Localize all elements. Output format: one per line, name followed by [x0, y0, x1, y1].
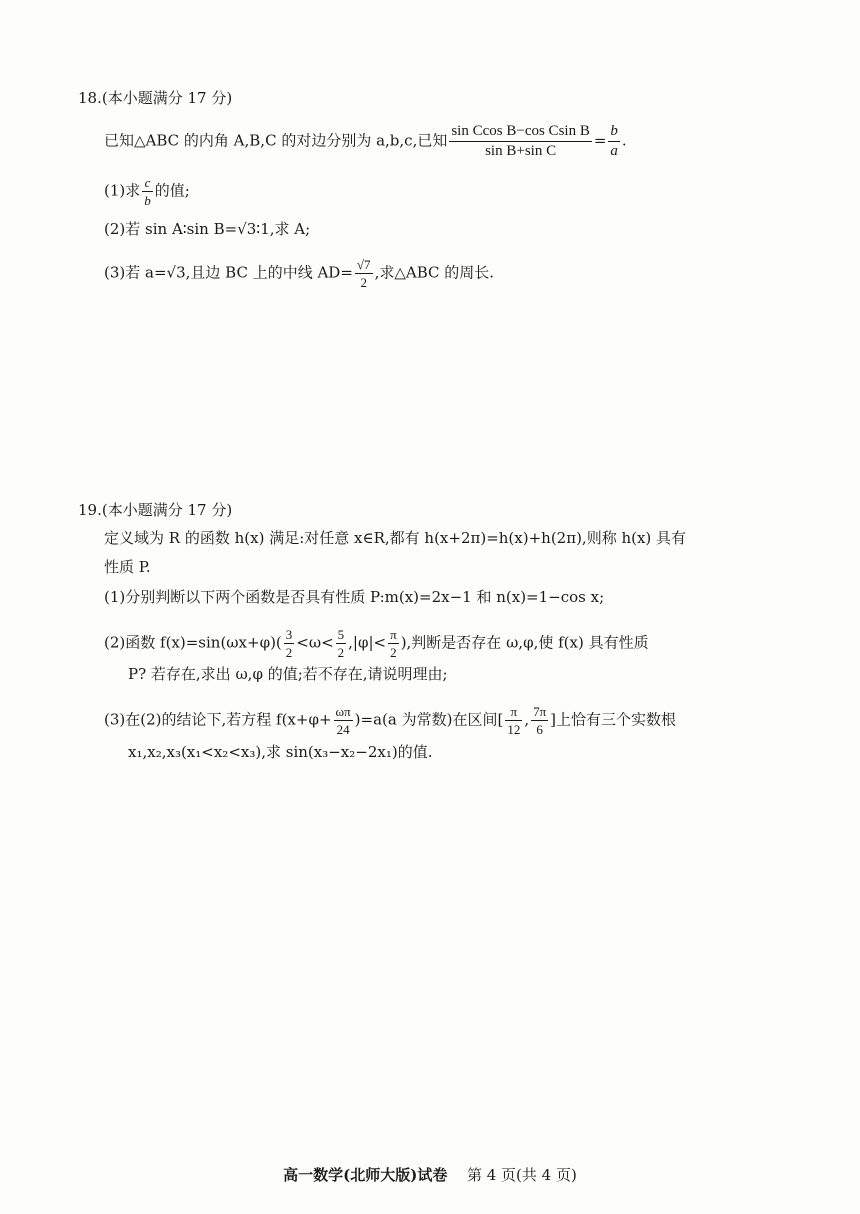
q18-part-1-prefix: (1)求 [104, 181, 141, 200]
q18-stem: 已知△ABC 的内角 A,B,C 的对边分别为 a,b,c,已知 $\frac{\text{sin Ccos B−cos Csin B}}{\text{sin B+sin C}}$ = $\frac{b}{a}$ . [104, 123, 627, 159]
q19-p2-f2-numerator: 5 [337, 627, 345, 642]
q19-p2-f1-numerator: 3 [285, 627, 293, 642]
q19-p3-f3-numerator: 7π [533, 704, 547, 719]
q18-part-3-prefix: (3)若 a=√3,且边 BC 上的中线 AD= [104, 263, 353, 282]
exam-title: 高一数学(北师大版)试卷 [283, 1166, 448, 1184]
page-number: 第 4 页(共 4 页) [466, 1166, 577, 1184]
q18-part-3-suffix: ,求△ABC 的周长. [374, 263, 495, 282]
q19-part-3-text-c: , [524, 710, 530, 729]
q19-p2-f3-denominator: 2 [390, 645, 397, 660]
q18-rhs-denominator: a [610, 143, 618, 159]
q18-part-1-suffix: 的值; [154, 181, 190, 200]
q19-p3-f2-denominator: 12 [507, 722, 521, 737]
q18-part-1-numerator: c [142, 176, 153, 192]
q18-rhs-numerator: b [608, 124, 620, 142]
q19-p3-f2-numerator: π [505, 705, 522, 721]
q19-part-2-fraction-1 [284, 628, 295, 659]
q19-part-3 [104, 705, 676, 736]
q19-part-2 [104, 628, 649, 659]
q19-stem-line-2: 性质 P. [104, 558, 151, 576]
q18-header: 18.(本小题满分 17 分) [78, 89, 233, 107]
q19-part-3-line-2: x₁,x₂,x₃(x₁<x₂<x₃),求 sin(x₃−x₂−2x₁)的值. [128, 743, 433, 761]
q18-part-1-fraction [142, 176, 153, 207]
q18-part-3 [104, 258, 494, 289]
q19-part-2-fraction-2 [336, 628, 347, 659]
q18-part-2: (2)若 sin A∶sin B=√3∶1,求 A; [104, 220, 311, 238]
q19-p3-f1-numerator: ωπ [335, 704, 351, 719]
q18-part-3-fraction [355, 258, 373, 289]
q18-part-1-denominator: b [144, 193, 151, 208]
q19-p2-f2-denominator: 2 [337, 645, 345, 660]
q19-p3-f3-denominator: 6 [536, 722, 543, 737]
q18-given-numerator: sin Ccos B−cos Csin B [449, 124, 591, 142]
q19-part-3-text-a: (3)在(2)的结论下,若方程 f(x+φ+ [104, 710, 332, 729]
q19-part-3-fraction-1 [334, 705, 353, 736]
q18-part-1 [104, 176, 190, 207]
q19-p2-f3-numerator: π [390, 627, 397, 642]
q18-part-3-denominator: 2 [360, 275, 367, 290]
q18-stem-text: 已知△ABC 的内角 A,B,C 的对边分别为 a,b,c,已知 [104, 131, 448, 150]
q18-rhs-fraction [608, 124, 620, 159]
q19-part-2-line-2: P? 若存在,求出 ω,φ 的值;若不存在,请说明理由; [128, 665, 448, 683]
q19-header: 19.(本小题满分 17 分) [78, 501, 233, 519]
q19-part-2-text-d: ),判断是否存在 ω,φ,使 f(x) 具有性质 [400, 633, 649, 652]
q19-part-3-text-b: )=a(a 为常数)在区间[ [354, 710, 504, 729]
q19-part-2-text-c: ,|φ|< [348, 633, 387, 652]
page-footer [0, 1164, 860, 1185]
q19-part-3-fraction-2 [505, 705, 522, 736]
q19-part-3-fraction-3 [531, 705, 548, 736]
q19-part-1: (1)分别判断以下两个函数是否具有性质 P:m(x)=2x−1 和 n(x)=1−cos x; [104, 588, 605, 606]
q19-part-2-fraction-3 [388, 628, 399, 659]
q18-part-3-numerator: √7 [356, 257, 371, 272]
q19-p2-f1-denominator: 2 [285, 645, 293, 660]
q18-given-fraction [449, 124, 591, 159]
q19-stem-line-1: 定义域为 R 的函数 h(x) 满足:对任意 x∈R,都有 h(x+2π)=h(x)+h(2π),则称 h(x) 具有 [104, 529, 687, 547]
q19-part-2-text-b: <ω< [296, 633, 334, 652]
q19-part-3-text-d: ]上恰有三个实数根 [550, 710, 677, 729]
q19-p3-f1-denominator: 24 [336, 722, 350, 737]
q19-part-2-text-a: (2)函数 f(x)=sin(ωx+φ)( [104, 633, 282, 652]
q18-given-denominator: sin B+sin C [485, 143, 557, 159]
